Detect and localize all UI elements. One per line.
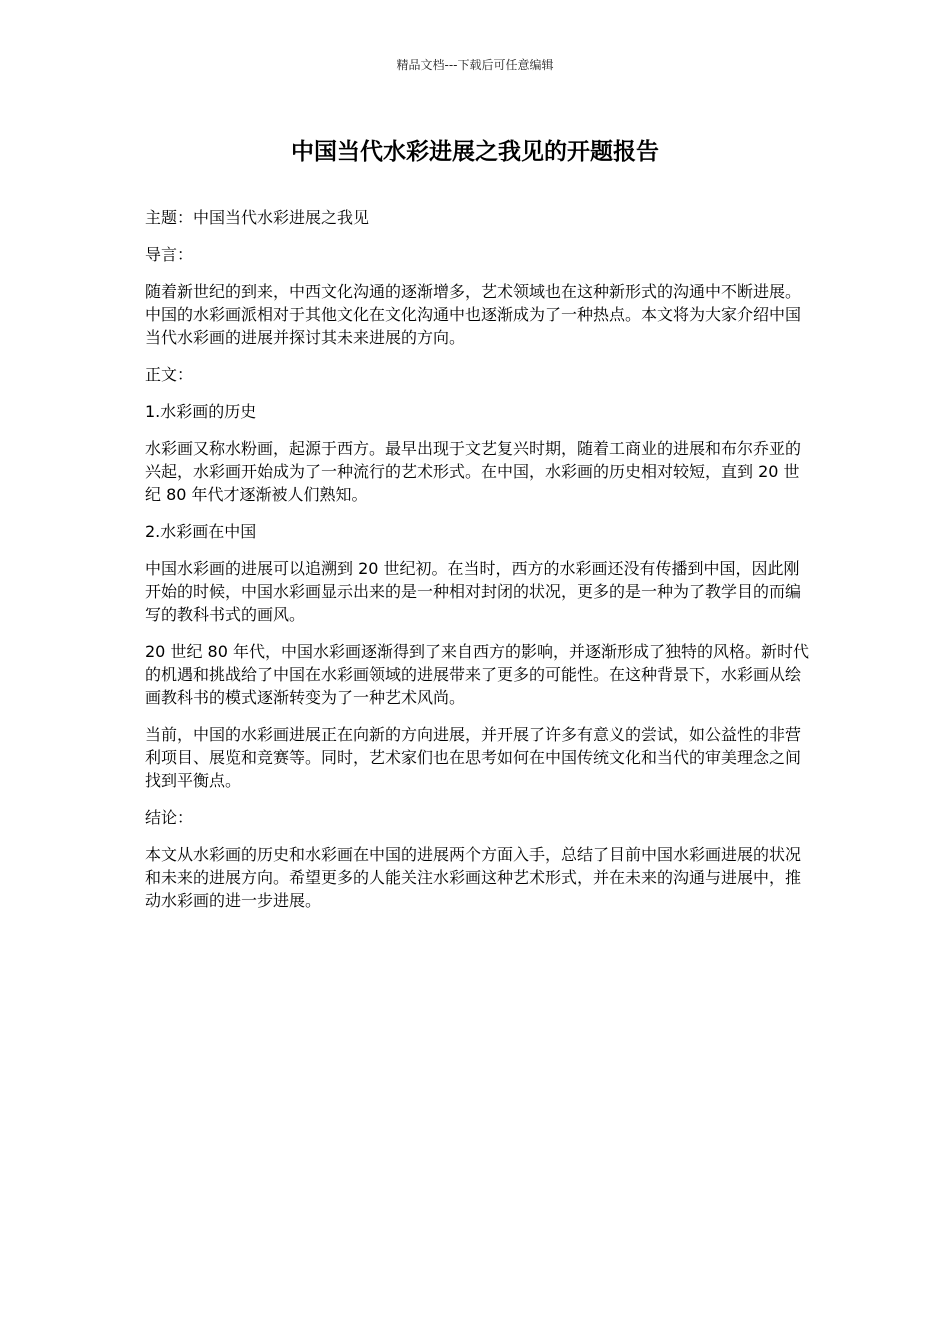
conclusion-paragraph: 本文从水彩画的历史和水彩画在中国的进展两个方面入手，总结了目前中国水彩画进展的状况和未来的进展方向。希望更多的人能关注水彩画这种艺术形式，并在未来的沟通与进展中，推动水彩画的进一步进展。 [145, 845, 802, 910]
header-note: 精品文档---下载后可任意编辑 [396, 58, 554, 72]
section-heading-history: 1.水彩画的历史 [145, 402, 257, 421]
china-paragraph-3: 当前，中国的水彩画进展正在向新的方向进展，并开展了许多有意义的尝试，如公益性的非营利项目、展览和竞赛等。同时，艺术家们也在思考如何在中国传统文化和当代的审美理念之间找到平衡点。 [145, 725, 802, 790]
china-paragraph-2: 20 世纪 80 年代，中国水彩画逐渐得到了来自西方的影响，并逐渐形成了独特的风格。新时代的机遇和挑战给了中国在水彩画领域的进展带来了更多的可能性。在这种背景下，水彩画从绘画教科书的模式逐渐转变为了一种艺术风尚。 [145, 642, 809, 707]
topic-line: 主题：中国当代水彩进展之我见 [145, 208, 370, 227]
section-heading-china: 2.水彩画在中国 [145, 522, 257, 541]
china-paragraph-1: 中国水彩画的进展可以追溯到 20 世纪初。在当时，西方的水彩画还没有传播到中国，因此刚开始的时候，中国水彩画显示出来的是一种相对封闭的状况，更多的是一种为了教学目的而编写的教科书式的画风。 [145, 559, 802, 624]
history-paragraph: 水彩画又称水粉画，起源于西方。最早出现于文艺复兴时期，随着工商业的进展和布尔乔亚的兴起，水彩画开始成为了一种流行的艺术形式。在中国，水彩画的历史相对较短，直到 20 世纪 80 年代才逐渐被人们熟知。 [145, 439, 802, 504]
intro-paragraph: 随着新世纪的到来，中西文化沟通的逐渐增多，艺术领域也在这种新形式的沟通中不断进展。中国的水彩画派相对于其他文化在文化沟通中也逐渐成为了一种热点。本文将为大家介绍中国当代水彩画的进展并探讨其未来进展的方向。 [145, 282, 802, 347]
conclusion-heading: 结论： [145, 808, 194, 827]
document-title: 中国当代水彩进展之我见的开题报告 [291, 139, 659, 165]
body-heading: 正文： [145, 365, 194, 384]
intro-heading: 导言： [145, 245, 194, 264]
document-body [145, 206, 810, 926]
